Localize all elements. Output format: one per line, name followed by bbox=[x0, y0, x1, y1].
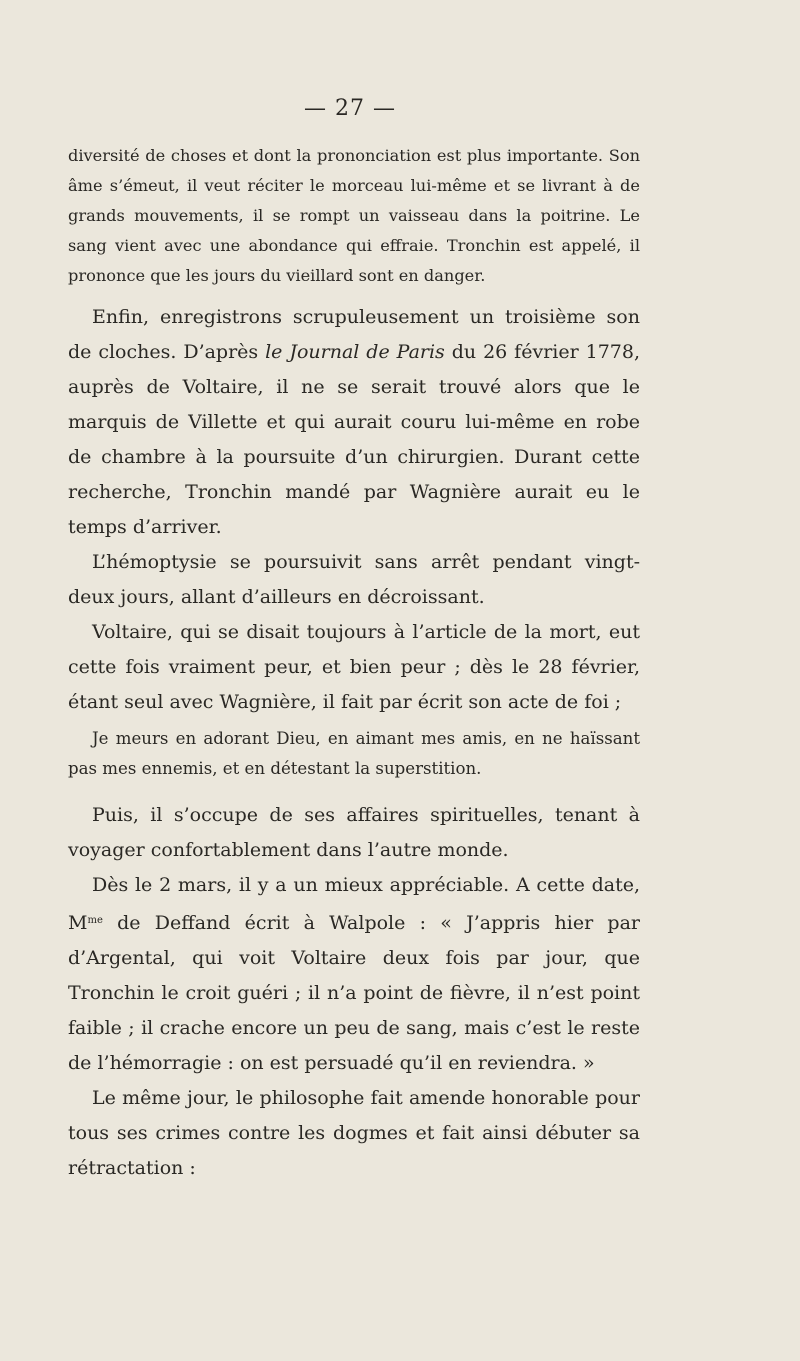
paragraph-2 bbox=[68, 300, 640, 545]
paragraph-2-end: du 26 février 1778, auprès de Voltaire, il ne se serait trouvé alors que le marquis de Villette et qui aurait couru lui-même en robe de chambre à la poursuite d’un chirurgien. Durant cette recherche, Tronchin mandé par Wagnière aurait eu le temps d’arriver. bbox=[68, 341, 640, 538]
paragraph-6-end: de Deffand écrit à Walpole : « J’appris hier par d’Argental, qui voit Voltaire deux fois par jour, que Tronchin le croit guéri ; il n’a point de fièvre, il n’est point faible ; il crache encore un peu de sang, mais c’est le reste de l’hémorragie : on est persuadé qu’il en reviendra. » bbox=[68, 912, 640, 1074]
paragraph-2-start: Enfin, enregistrons scrupuleusement un troisième son de cloches. D’après bbox=[68, 306, 640, 363]
journal-title: le Journal de Paris bbox=[265, 341, 445, 363]
paragraph-6-start: Dès le 2 mars, il y a un mieux appréciable. A cette date, M bbox=[68, 874, 640, 934]
page-number: — 27 — bbox=[304, 96, 396, 121]
main-text-block bbox=[68, 300, 640, 720]
quotation: Je meurs en adorant Dieu, en aimant mes amis, en ne haïssant pas mes ennemis, et en détestant la superstition. bbox=[68, 729, 640, 778]
top-paragraph-block bbox=[68, 141, 640, 291]
quote-block bbox=[68, 724, 640, 784]
paragraph-7: Le même jour, le philosophe fait amende honorable pour tous ses crimes contre les dogmes et fait ainsi débuter sa rétractation : bbox=[68, 1087, 640, 1179]
paragraph-6 bbox=[68, 868, 640, 1081]
madame-superscript: me bbox=[87, 915, 103, 926]
paragraph-5: Puis, il s’occupe de ses affaires spirituelles, tenant à voyager confortablement dans l’autre monde. bbox=[68, 804, 640, 861]
ending-text-block bbox=[68, 798, 640, 1186]
paragraph-1: diversité de choses et dont la prononciation est plus importante. Son âme s’émeut, il veut réciter le morceau lui-même et se livrant à de grands mouvements, il se rompt un vaisseau dans la poitrine. Le sang vient avec une abondance qui effraie. Tronchin est appelé, il prononce que les jours du vieillard sont en danger. bbox=[68, 146, 640, 285]
paragraph-4: Voltaire, qui se disait toujours à l’article de la mort, eut cette fois vraiment peur, et bien peur ; dès le 28 février, étant seul avec Wagnière, il fait par écrit son acte de foi ; bbox=[68, 621, 640, 713]
paragraph-3: L’hémoptysie se poursuivit sans arrêt pendant vingt-deux jours, allant d’ailleurs en décroissant. bbox=[68, 551, 640, 608]
